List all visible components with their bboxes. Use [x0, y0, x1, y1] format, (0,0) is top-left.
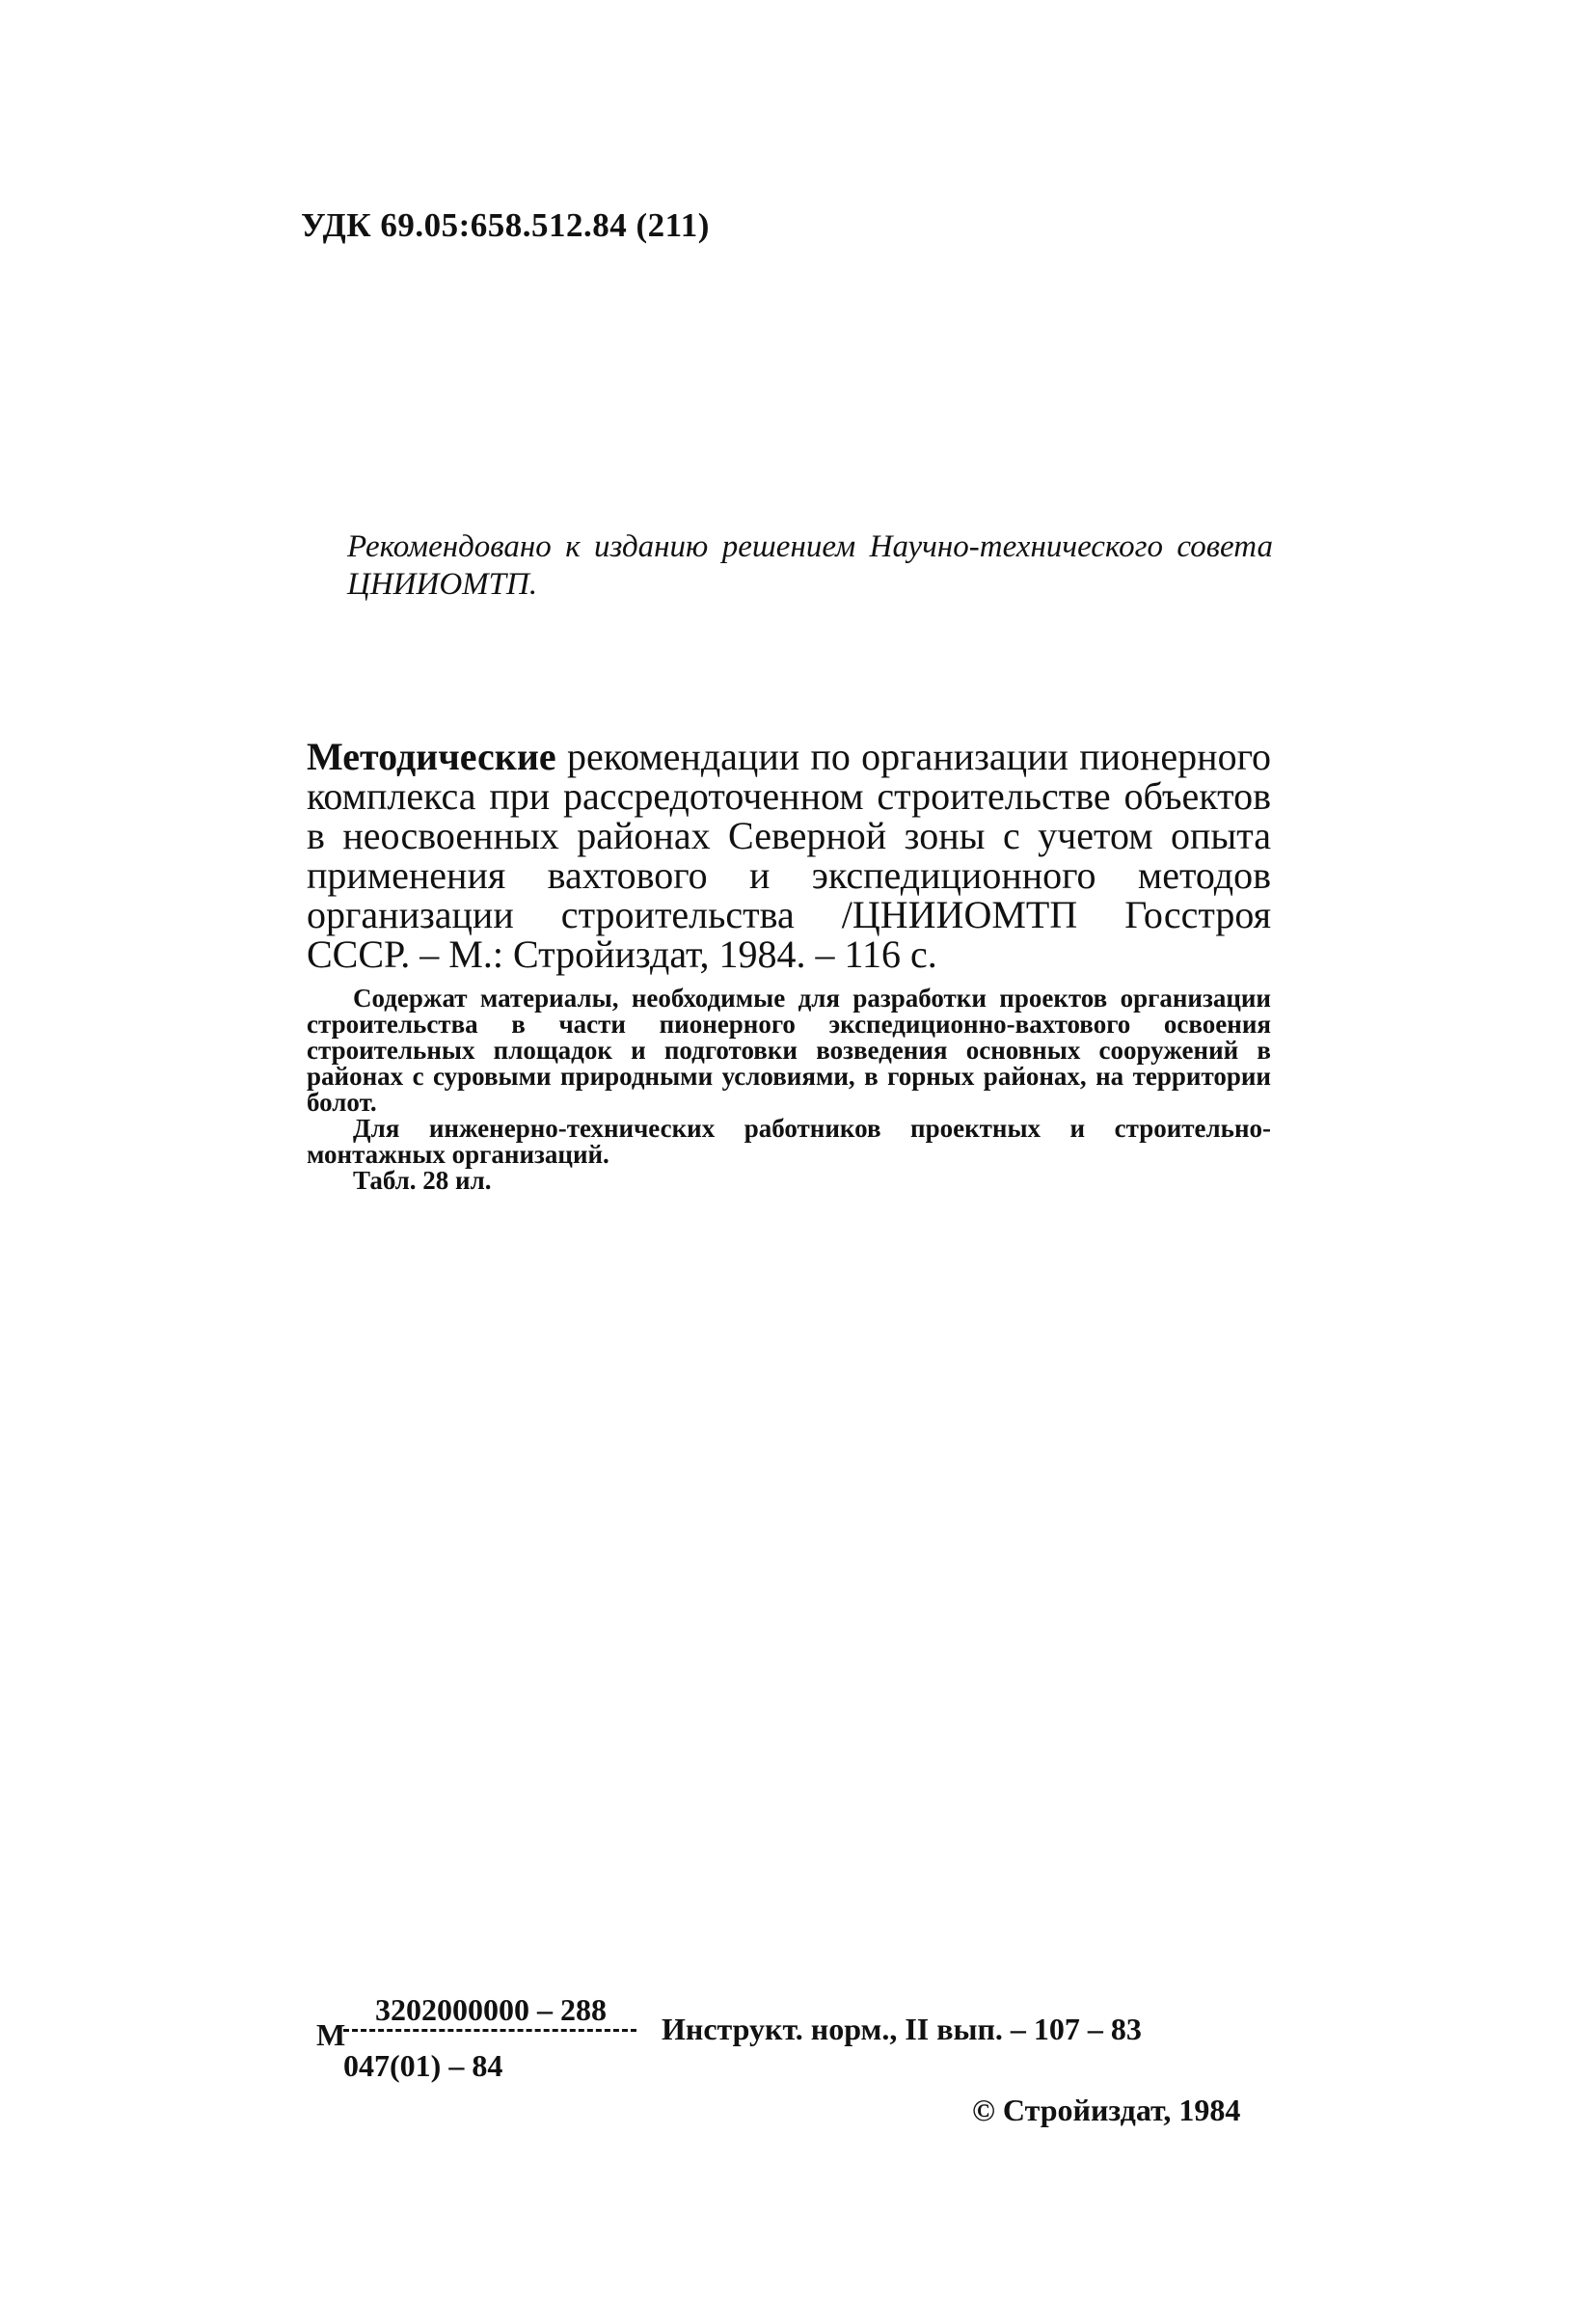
bibliographic-description	[307, 737, 1271, 974]
publication-recommendation: Рекомендовано к изданию решением Научно-технического совета ЦНИИОМТП.	[347, 529, 1273, 602]
imprint-fraction-rule	[343, 2029, 636, 2032]
imprint-letter: М	[316, 2017, 346, 2052]
imprint-numerator: 3202000000 – 288	[375, 1992, 607, 2027]
copyright: © Стройиздат, 1984	[972, 2093, 1241, 2127]
abstract-contents: Содержат материалы, необходимые для разработки проектов организации строительства в части пионерного экспедиционно-вахтового освоения строительных площадок и подготовки возведения основных сооружений в районах с суровыми природными условиями, в горных районах, на территории болот.	[307, 984, 1271, 1117]
description-text: рекомендации по организации пионерного комплекса при рассредоточенном строительстве объектов в неосвоенных районах Северной зоны с учетом опыта применения вахтового и экспедиционного методов организации строительства /ЦНИИОМТП Госстроя СССР. – М.: Стройиздат, 1984. – 116 с.	[307, 735, 1271, 976]
abstract-audience: Для инженерно-технических работников проектных и строительно-монтажных организаций.	[307, 1114, 1271, 1169]
imprint-series: Инструкт. норм., II вып. – 107 – 83	[662, 2012, 1142, 2046]
udk-code: УДК 69.05:658.512.84 (211)	[301, 206, 710, 244]
abstract	[307, 986, 1271, 1194]
imprint-denominator: 047(01) – 84	[343, 2048, 503, 2083]
abstract-tables: Табл. 28 ил.	[353, 1166, 492, 1195]
title-lead: Методические	[307, 735, 556, 778]
